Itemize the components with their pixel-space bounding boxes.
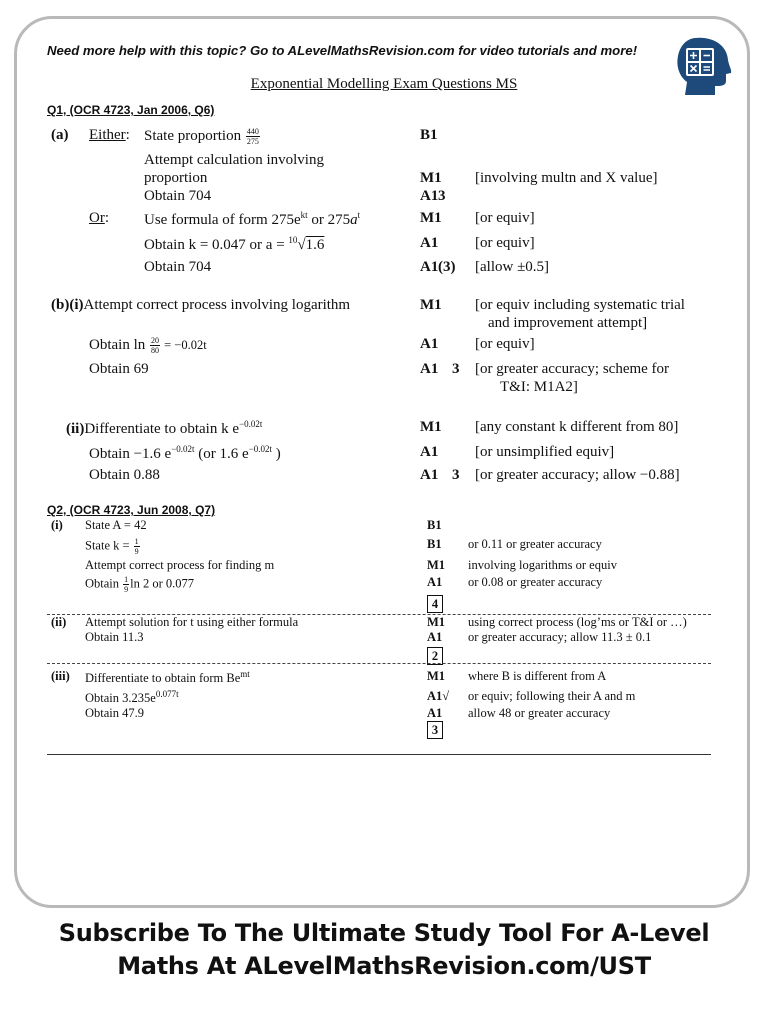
ii-obtain-088: Obtain 0.88: [89, 467, 160, 483]
q2-iii-comment-3: allow 48 or greater accuracy: [468, 706, 611, 720]
mark-a1-k: A1: [420, 235, 439, 251]
footer-line-1[interactable]: Subscribe To The Ultimate Study Tool For A-Level: [58, 919, 710, 947]
mark-bi-a1b: A1: [420, 361, 439, 377]
q1-bi-line: (b)(i)Attempt correct process involving logarithm: [51, 297, 351, 313]
q2-iii-a1-ft: A1√: [427, 689, 450, 703]
attempt-calc-line2: proportion: [144, 170, 208, 186]
q2-heading: Q2, (OCR 4723, Jun 2008, Q7): [47, 503, 216, 517]
q2-mark-a1: A1: [427, 575, 443, 589]
q2-i-total-box: 4: [427, 595, 443, 613]
obtain-ln: Obtain ln $\frac{20}{80}$ = −0.02t: [89, 336, 207, 355]
q2-mark-m1: M1: [427, 558, 446, 572]
mark-total-3: 3: [438, 188, 446, 204]
q2-comment-008: or 0.08 or greater accuracy: [468, 575, 603, 589]
footer-line-2[interactable]: Maths At ALevelMathsRevision.com/UST: [117, 952, 651, 980]
q2-obtain-ln: Obtain $\frac{1}{9}$ ln 2 or 0.077: [85, 575, 195, 594]
q2-iii-comment-1: where B is different from A: [468, 669, 607, 683]
document-title: Exponential Modelling Exam Questions MS: [250, 76, 518, 92]
q2-iii-m1: M1: [427, 669, 446, 683]
mark-bi-a1: A1: [420, 336, 439, 352]
mark-total-3-bracket: (3): [438, 259, 456, 275]
obtain-k: Obtain k = 0.047 or a = $^{10}$√1.6: [144, 235, 325, 253]
q2-iii-total-box: 3: [427, 721, 443, 739]
state-a: State A = 42: [85, 518, 147, 532]
attempt-m: Attempt correct process for finding m: [85, 558, 275, 572]
q2-i-label: (i): [51, 518, 63, 532]
q2-ii-comment-1: using correct process (log’ms or T&I or …): [468, 615, 687, 629]
iii-obtain-form: Obtain $3.235e^{0.077t}$: [85, 689, 179, 706]
ii-obtain-113: Obtain 11.3: [85, 630, 144, 644]
q2-ii-label: (ii): [51, 615, 67, 629]
q2-comment-logs: involving logarithms or equiv: [468, 558, 617, 572]
or-label: Or:: [89, 210, 109, 226]
either-label: Either:: [89, 127, 130, 143]
q2-iii-comment-2: or equiv; following their A and m: [468, 689, 636, 703]
comment-ii-3: [or greater accuracy; allow −0.88]: [475, 467, 680, 483]
obtain-704: Obtain 704: [144, 188, 212, 204]
comment-bi-2: [or equiv]: [475, 336, 535, 352]
q1-ii-line: (ii)Differentiate to obtain k $e^{-0.02t}$: [66, 419, 263, 437]
comment-equiv-2: [or equiv]: [475, 235, 535, 251]
q2-ii-total-box: 2: [427, 647, 443, 665]
q2-comment-011: or 0.11 or greater accuracy: [468, 537, 602, 551]
mark-bi-total: 3: [452, 361, 460, 377]
comment-ii-2: [or unsimplified equiv]: [475, 444, 615, 460]
mark-bi-m1: M1: [420, 297, 442, 313]
mark-m1-or: M1: [420, 210, 442, 226]
mark-b1: B1: [420, 127, 438, 143]
divider-dashed-2: [47, 663, 711, 664]
q1-a-label: (a): [51, 127, 69, 143]
attempt-calc-line1: Attempt calculation involving: [144, 152, 324, 168]
comment-ii-1: [any constant k different from 80]: [475, 419, 679, 435]
comment-bi-1a: [or equiv including systematic trial: [475, 297, 685, 313]
mark-a1: A1: [420, 188, 439, 204]
comment-equiv-1: [or equiv]: [475, 210, 535, 226]
ii-obtain-deriv: Obtain −1.6 $e^{-0.02t}$ (or 1.6 $e^{-0.02t}$ ): [89, 444, 281, 462]
proportion-fraction: $\frac{440}{275}$: [246, 127, 259, 146]
state-proportion: State proportion $\frac{440}{275}$: [144, 127, 259, 146]
q2-ii-a1: A1: [427, 630, 443, 644]
use-formula: Use formula of form $275e^{kt}$ or $275a^t$: [144, 210, 361, 228]
q2-ii-comment-2: or greater accuracy; allow 11.3 ± 0.1: [468, 630, 652, 644]
mark-ii-m1: M1: [420, 419, 442, 435]
obtain-704-or: Obtain 704: [144, 259, 212, 275]
mark-ii-a1: A1: [420, 444, 439, 460]
q2-iii-label: (iii): [51, 669, 70, 683]
mark-ii-total: 3: [452, 467, 460, 483]
mark-a1-704: A1: [420, 259, 439, 275]
iii-obtain-479: Obtain 47.9: [85, 706, 145, 720]
q2-mark-b1: B1: [427, 518, 442, 532]
comment-bi-3b: T&I: M1A2]: [500, 379, 578, 395]
mark-ii-a1b: A1: [420, 467, 439, 483]
q1-heading: Q1, (OCR 4723, Jan 2006, Q6): [47, 103, 215, 117]
comment-allow: [allow ±0.5]: [475, 259, 550, 275]
ii-attempt: Attempt solution for t using either formula: [85, 615, 299, 629]
end-rule: [47, 754, 711, 755]
state-k: State k = $\frac{1}{9}$: [85, 537, 139, 556]
iii-diff: Differentiate to obtain form $Be^{mt}$: [85, 669, 250, 686]
q2-ii-m1: M1: [427, 615, 446, 629]
q2-mark-b1-k: B1: [427, 537, 442, 551]
help-banner[interactable]: Need more help with this topic? Go to ALevelMathsRevision.com for video tutorials and more!: [47, 43, 638, 58]
q2-iii-a1: A1: [427, 706, 443, 720]
comment-multn: [involving multn and X value]: [475, 170, 658, 186]
mark-m1: M1: [420, 170, 442, 186]
obtain-69: Obtain 69: [89, 361, 149, 377]
comment-bi-3a: [or greater accuracy; scheme for: [475, 361, 670, 377]
comment-bi-1b: and improvement attempt]: [488, 315, 648, 331]
